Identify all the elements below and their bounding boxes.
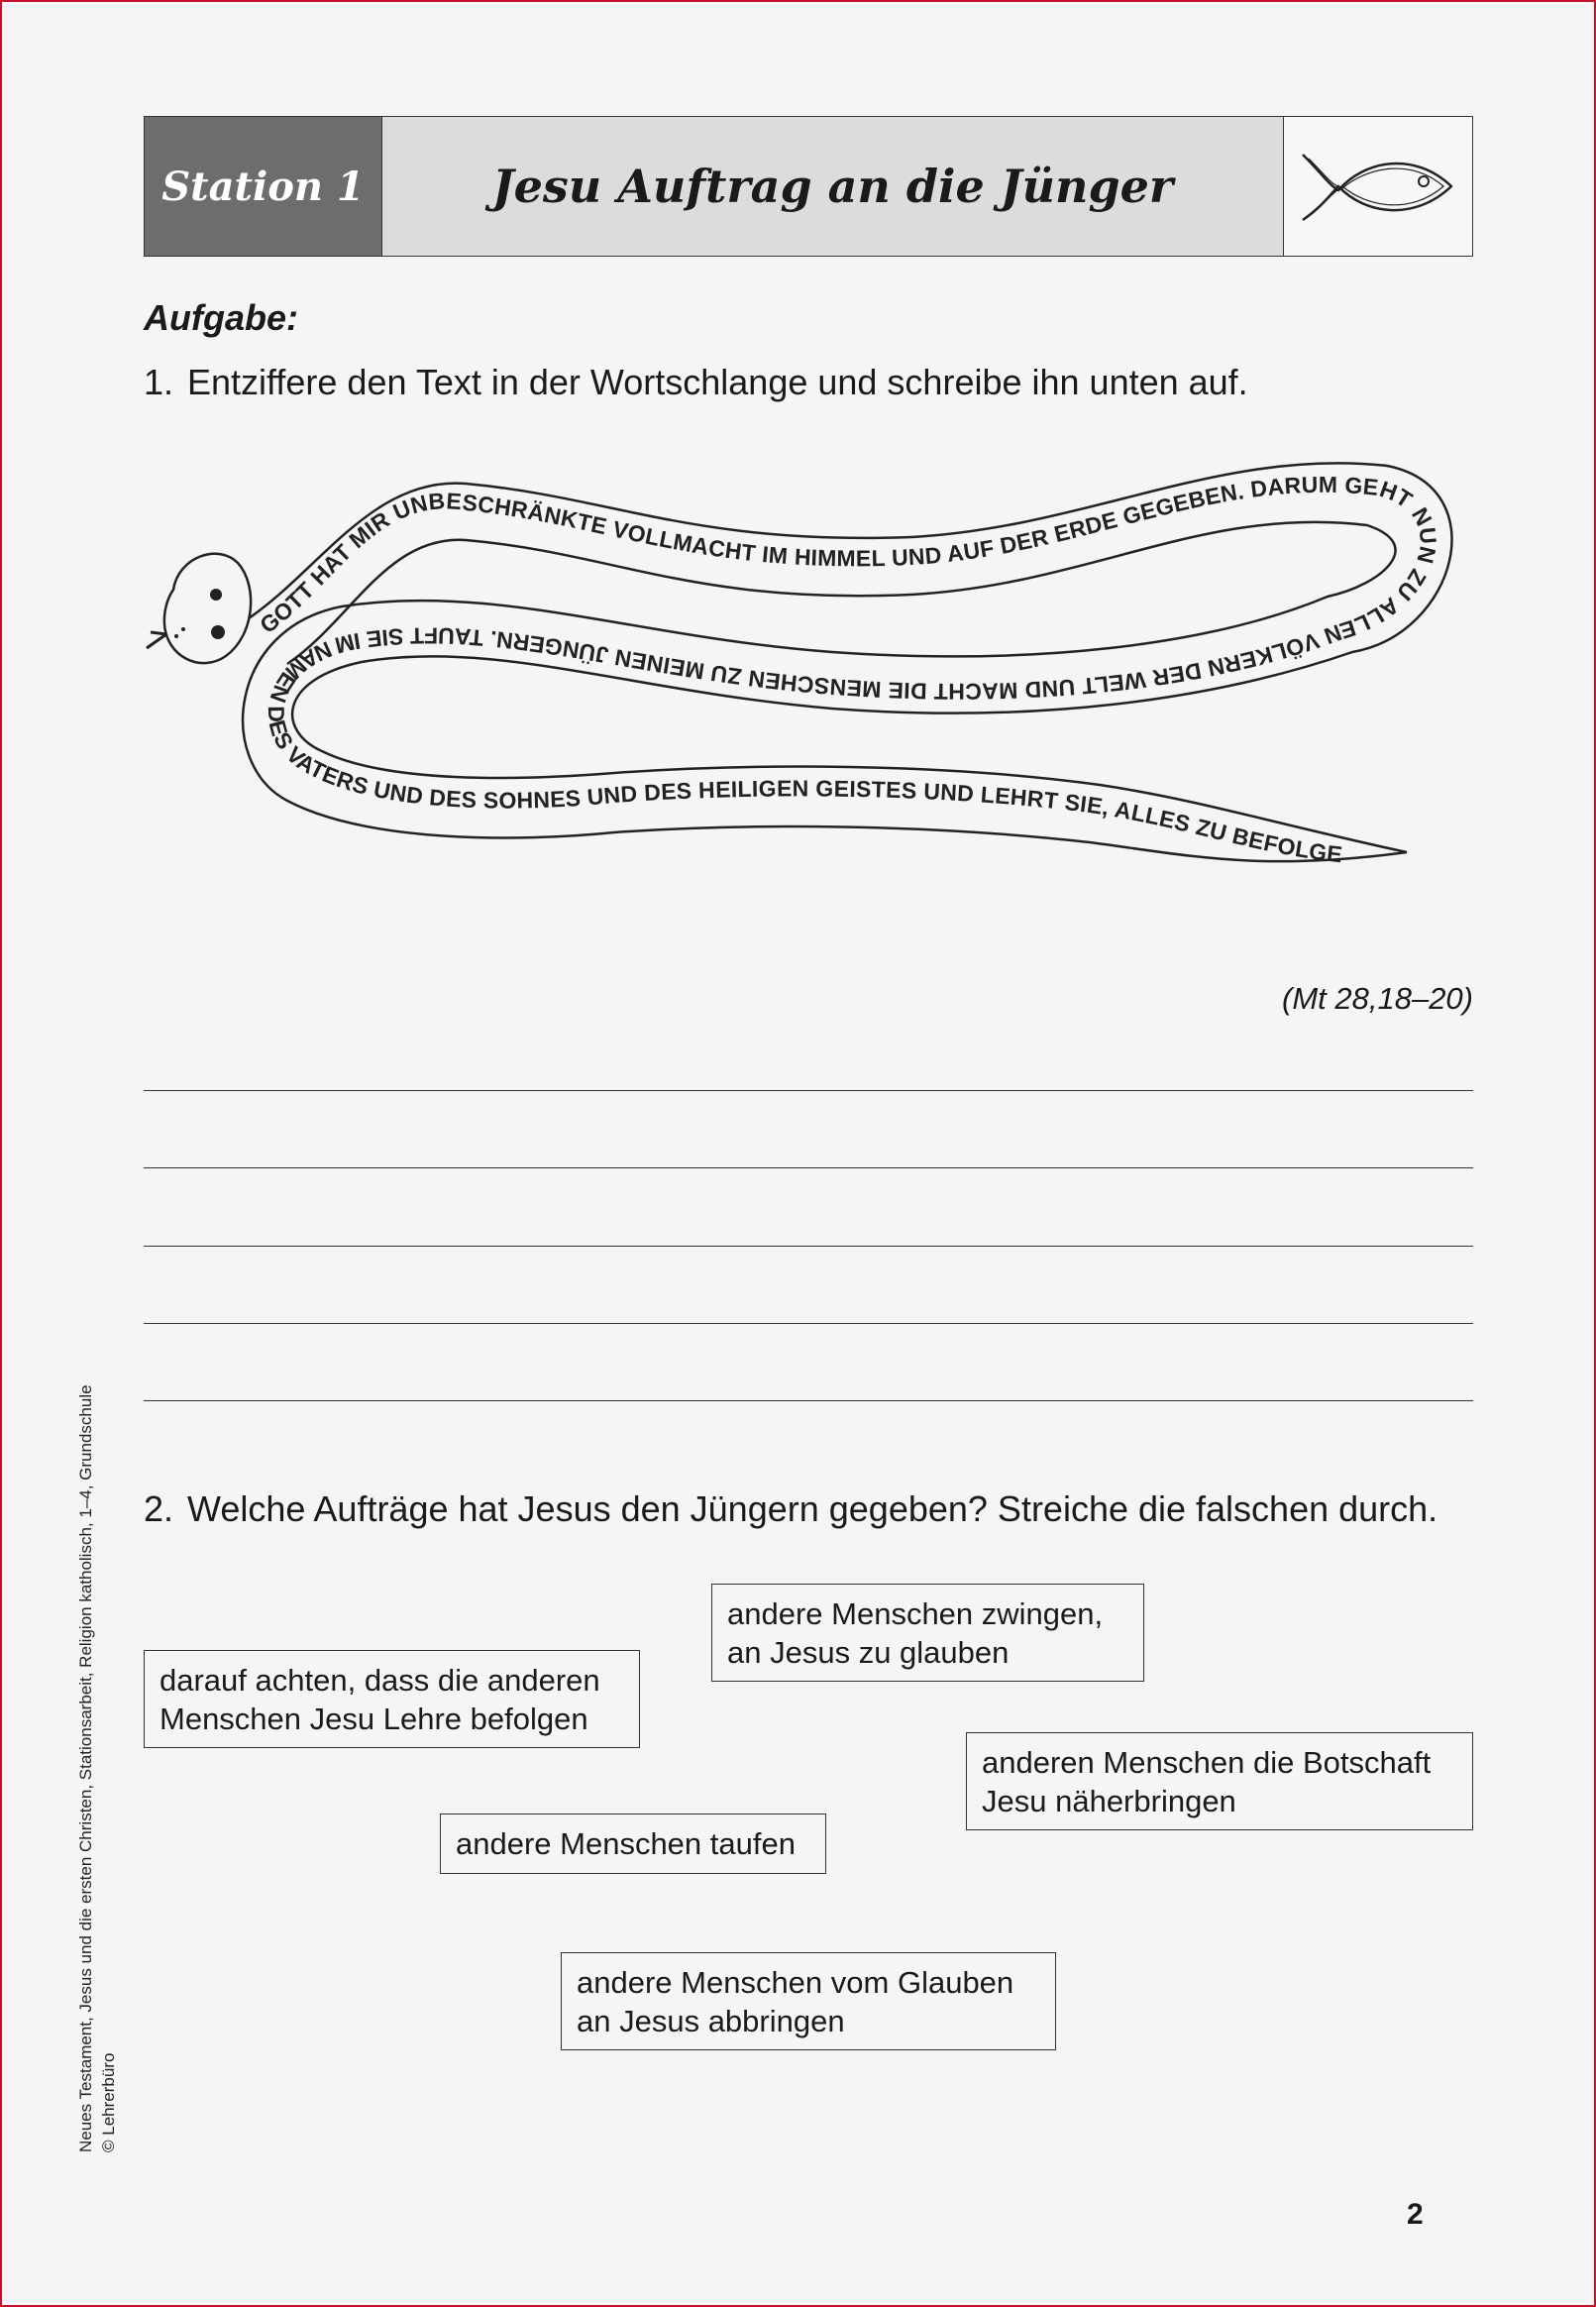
answer-option-line: andere Menschen taufen xyxy=(456,1826,796,1861)
page-number: 2 xyxy=(1407,2198,1424,2231)
task-1 xyxy=(144,362,1248,403)
writing-line[interactable] xyxy=(144,1323,1473,1324)
writing-line[interactable] xyxy=(144,1090,1473,1091)
answer-option[interactable] xyxy=(561,1952,1056,2050)
copyright-line: © Lehrerbüro xyxy=(99,2052,118,2152)
answer-option-line: Menschen Jesu Lehre befolgen xyxy=(160,1702,588,1736)
writing-line[interactable] xyxy=(144,1246,1473,1247)
publisher-note xyxy=(74,1384,120,2152)
worksheet-title: Jesu Auftrag an die Jünger xyxy=(382,117,1284,256)
task-label: Aufgabe: xyxy=(144,297,298,338)
station-label: Station 1 xyxy=(145,117,382,256)
svg-text:GOTT HAT MIR UNBESCHRÄNKTE VOL xyxy=(139,436,1441,867)
worksheet-header xyxy=(144,116,1473,257)
answer-option[interactable] xyxy=(711,1584,1144,1682)
task-2-text: Welche Aufträge hat Jesus den Jüngern gegeben? Streiche die falschen durch. xyxy=(187,1488,1438,1529)
task-2-number: 2. xyxy=(144,1488,174,1529)
answer-option-line: an Jesus zu glauben xyxy=(727,1635,1010,1670)
answer-option-line: darauf achten, dass die anderen xyxy=(160,1663,600,1698)
answer-option[interactable] xyxy=(966,1732,1473,1830)
answer-option-line: Jesu näherbringen xyxy=(982,1784,1236,1818)
answer-option-line: anderen Menschen die Botschaft xyxy=(982,1745,1432,1780)
task-1-number: 1. xyxy=(144,362,174,402)
task-2 xyxy=(144,1488,1437,1530)
word-snake xyxy=(139,436,1486,932)
bible-citation: (Mt 28,18–20) xyxy=(1282,981,1473,1016)
fish-icon xyxy=(1284,117,1472,256)
answer-option[interactable] xyxy=(440,1813,826,1874)
writing-line[interactable] xyxy=(144,1400,1473,1401)
task-1-text: Entziffere den Text in der Wortschlange und schreibe ihn unten auf. xyxy=(187,362,1248,402)
snake-text: GOTT HAT MIR UNBESCHRÄNKTE VOLLMACHT IM HIMMEL UND AUF DER ERDE GEGEBEN. DARUM GEHT NUN ZU ALLEN VÖLKERN DER WELT UND MACHT DIE MENSCHEN ZU MEINEN JÜNGERN. TAUFT SIE IM NAMEN DES VATERS UND DES SOHNES UND DES HEILIGEN GEISTES UND LEHRT SIE, ALLES ZU BEFOLGE xyxy=(255,471,1442,868)
writing-line[interactable] xyxy=(144,1167,1473,1168)
answer-option[interactable] xyxy=(144,1650,640,1748)
answer-option-line: an Jesus abbringen xyxy=(577,2004,845,2038)
answer-option-line: andere Menschen zwingen, xyxy=(727,1596,1104,1631)
snake-head xyxy=(164,554,251,663)
answer-option-line: andere Menschen vom Glauben xyxy=(577,1965,1014,2000)
publisher-note-line: Neues Testament, Jesus und die ersten Christen, Stationsarbeit, Religion katholisch, 1–4, Grundschule xyxy=(76,1384,95,2152)
